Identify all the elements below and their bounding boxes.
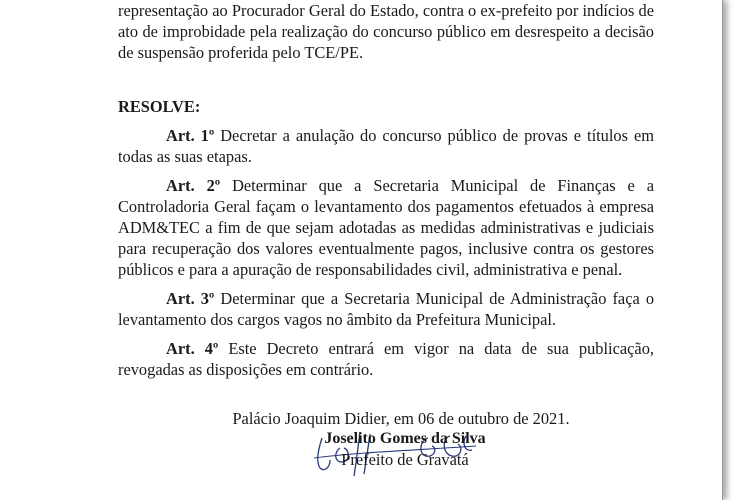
article-3-label: Art. 3º bbox=[166, 289, 215, 308]
intro-paragraph: representação ao Procurador Geral do Estado, contra o ex-prefeito por indícios de ato de improbidade pela realização do concurso público em desrespeito a decisão de suspensão proferida pelo TCE/PE. bbox=[118, 1, 654, 62]
article-2-label: Art. 2º bbox=[166, 176, 221, 195]
article-1-text: Decretar a anulação do concurso público de provas e títulos em todas as suas etapas. bbox=[118, 126, 655, 166]
article-4-text: Este Decreto entrará em vigor na data de sua publicação, revogadas as disposições em contrário. bbox=[118, 339, 654, 379]
article-1-label: Art. 1º bbox=[166, 126, 215, 145]
document-body bbox=[118, 0, 654, 429]
article-4-label: Art. 4º bbox=[166, 339, 219, 358]
place-date: Palácio Joaquim Didier, em 06 de outubro de 2021. bbox=[232, 409, 570, 428]
article-3 bbox=[118, 288, 654, 330]
article-1 bbox=[118, 125, 654, 167]
resolve-heading: RESOLVE: bbox=[118, 97, 201, 116]
article-2 bbox=[118, 175, 654, 280]
signer-name: Joselito Gomes da Silva bbox=[324, 430, 486, 447]
signer-role: Prefeito de Gravatá bbox=[341, 450, 469, 469]
article-4 bbox=[118, 338, 654, 380]
signature-block bbox=[118, 428, 654, 470]
article-2-text: Determinar que a Secretaria Municipal de Finanças e a Controladoria Geral façam o levantamento dos pagamentos efetuados à empresa ADM&TEC a fim de que sejam adotadas as medidas administrativas e judiciais para recuperação dos valores eventualmente pagos, inclusive contra os gestores públicos e para a apuração de responsabilidades civil, administrativa e penal. bbox=[118, 176, 654, 279]
article-3-text: Determinar que a Secretaria Municipal de Administração faça o levantamento dos cargos vagos no âmbito da Prefeitura Municipal. bbox=[118, 289, 655, 329]
